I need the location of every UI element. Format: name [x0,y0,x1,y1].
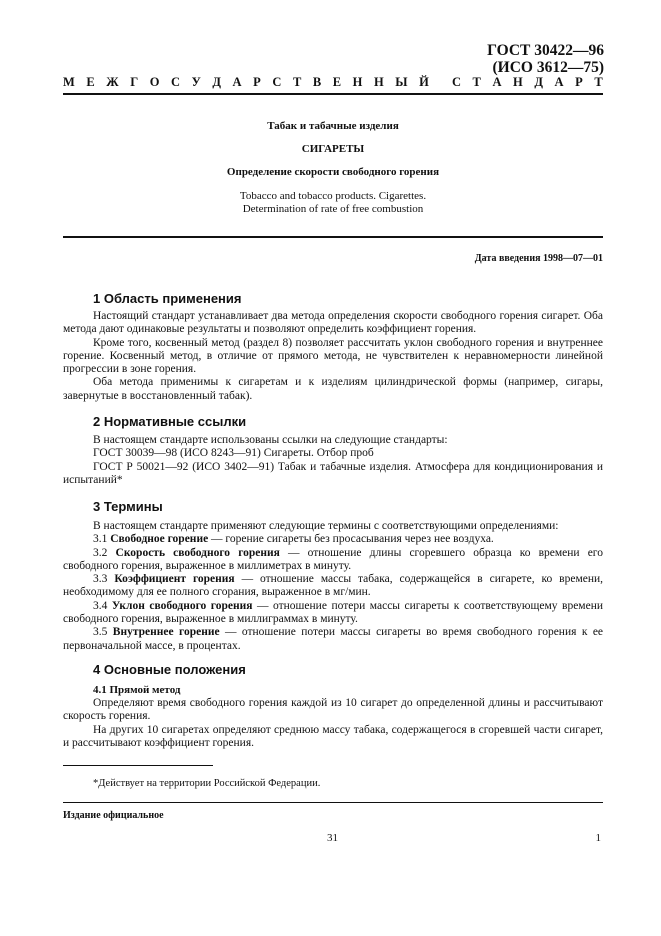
section-1-p2: Кроме того, косвенный метод (раздел 8) позволяет рассчитать уклон свободного горения и внутреннее горение. Косвенный метод, в отличие от прямого метода, не чувствителен к неравномерности линейной прогрессии в зоне горения. [63,336,603,376]
interstate-letter: Р [575,75,583,89]
section-4-heading: 4 Основные положения [93,662,246,677]
footnote-rule [63,765,213,766]
section-1-heading: 1 Область применения [93,291,242,306]
english-title-1: Tobacco and tobacco products. Cigarettes. [239,190,427,202]
interstate-letter: У [191,75,201,89]
interstate-letter: Г [130,75,139,89]
title-line-2: СИГАРЕТЫ [301,143,365,155]
section-3-p1: В настоящем стандарте применяют следующие термины с соответствующими определениями: [93,520,559,532]
section-2-heading: 2 Нормативные ссылки [93,414,247,429]
edition-label: Издание официальное [63,810,164,821]
interstate-letter: А [554,75,564,89]
interstate-letter: Н [513,75,523,89]
interstate-letter: Н [373,75,384,89]
interstate-letter: В [312,75,322,89]
section-2-p1: В настоящем стандарте использованы ссылки на следующие стандарты: [93,434,448,446]
gost-designation [487,42,604,76]
interstate-letter: Р [253,75,261,89]
section-2-body [63,434,603,487]
gost-number: ГОСТ 30422—96 [487,42,604,59]
section-4-body [63,697,603,750]
section-1-body [63,310,603,403]
interstate-letter: Д [534,75,543,89]
interstate-letter: Й [419,75,429,89]
english-title-2: Determination of rate of free combustion [242,203,424,215]
term-3-3: 3.3 Коэффициент горения — отношение массы табака, содержащейся в сигарете, ко времени, необходимому для ее полного сгорания, выраженное в мг/мин. [63,573,604,599]
introduction-date: Дата введения 1998—07—01 [474,253,603,264]
interstate-letter: Е [332,75,342,89]
interstate-letter: Ы [395,75,408,89]
footnote: *Действует на территории Российской Федерации. [93,778,321,789]
interstate-letter: Д [212,75,221,89]
interstate-letter: М [63,75,75,89]
interstate-letter: О [149,75,160,89]
interstate-standard-label [63,75,603,90]
header-rule [63,93,603,95]
section-2-p3: ГОСТ Р 50021—92 (ИСО 3402—91) Табак и табачные изделия. Атмосфера для кондиционирования и испытаний* [63,460,603,486]
footer-rule [63,802,603,803]
interstate-letter: А [232,75,242,89]
interstate-letter: Е [86,75,95,89]
title-rule [63,236,603,238]
section-2-p2: ГОСТ 30039—98 (ИСО 8243—91) Сигареты. Отбор проб [93,447,374,460]
section-1-p1: Настоящий стандарт устанавливает два метода определения скорости свободного горения сигарет. Оба метода дают одинаковые результаты и позволяют определить коэффициент горения. [63,310,603,336]
title-line-1: Табак и табачные изделия [267,120,399,132]
english-title [63,190,603,216]
term-3-2: 3.2 Скорость свободного горения — отношение длины сгоревшего образца ко времени его свободного горения, выраженное в миллиметрах в минуту. [63,546,603,572]
interstate-letter: С [171,75,181,89]
interstate-letter: Т [472,75,481,89]
section-4-1-heading: 4.1 Прямой метод [93,684,181,696]
interstate-letter: Т [594,75,603,89]
title-line-3: Определение скорости свободного горения [226,166,440,178]
iso-number: (ИСО 3612—75) [492,59,604,76]
interstate-letter: С [451,75,461,89]
section-4-p2: На других 10 сигаретах определяют среднюю массу табака, содержащегося в сгоревшей части сигарет, и рассчитывают коэффициент горения. [63,723,603,749]
interstate-letter: Ж [106,75,119,89]
interstate-letter: С [272,75,282,89]
interstate-letter: А [492,75,502,89]
page-number: 31 [327,832,338,844]
term-3-1: 3.1 Свободное горение — горение сигареты без просасывания через нее воздуха. [93,533,494,546]
page-index: 1 [595,832,601,844]
interstate-letter: Т [292,75,302,89]
section-1-p3: Оба метода применимы к сигаретам и к изделиям цилиндрической формы (например, сигары, завернутые в восстановленный табак). [63,376,603,402]
term-3-4: 3.4 Уклон свободного горения — отношение потери массы сигареты к соответствующему времени свободного горения, выраженное в миллиграммах в минуту. [63,599,603,626]
section-4-p1: Определяют время свободного горения каждой из 10 сигарет до определенной длины и рассчитывают скорость горения. [63,697,603,723]
interstate-letter: Н [352,75,363,89]
section-3-body [63,520,603,653]
term-3-5: 3.5 Внутреннее горение — отношение потери массы сигареты во время свободного горения к ее первоначальной массе, в процентах. [63,626,604,652]
section-3-heading: 3 Термины [93,499,163,514]
